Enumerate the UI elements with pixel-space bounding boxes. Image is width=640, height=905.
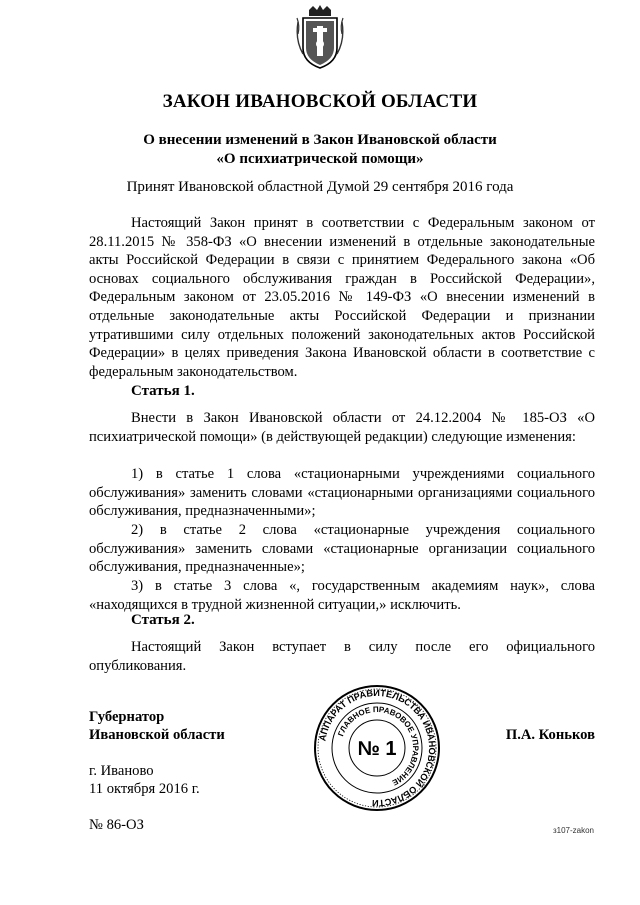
law-number: № 86-ОЗ — [89, 817, 144, 833]
svg-text:ГЛАВНОЕ ПРАВОВОЕ УПРАВЛЕНИЕ: ГЛАВНОЕ ПРАВОВОЕ УПРАВЛЕНИЕ — [336, 704, 421, 788]
signatory-position-line2: Ивановской области — [89, 727, 225, 743]
article-2-text: Настоящий Закон вступает в силу после его официального опубликования. — [89, 639, 595, 674]
svg-text:№ 1: № 1 — [357, 738, 397, 760]
preamble-paragraph: Настоящий Закон принят в соответствии с Федеральным законом от 28.11.2015 № 358-ФЗ «О внесении изменений в отдельные законодательные акты Российской Федерации в связи с принятием Федерального закона «Об основах социального обслуживания граждан в Российской Федерации», Федеральным законом от 23.05.2016 № 149-ФЗ «О внесении изменений в отдельные законодательные акты Российской Федерации и признании утратившими силу отдельных положений законодательных актов Российской Федерации» в целях приведения Закона Ивановской области в соответствие с федеральным законодательством. — [89, 215, 595, 380]
official-seal — [312, 683, 442, 813]
amendment-item-3: 3) в статье 3 слова «, государственным академиям наук», слова «находящихся в трудной жизненной ситуации,» исключить. — [89, 578, 595, 613]
law-subtitle-line2: «О психиатрической помощи» — [216, 151, 424, 167]
article-2-heading: Статья 2. — [131, 612, 195, 628]
article-1-heading: Статья 1. — [131, 383, 195, 399]
signing-date: 11 октября 2016 г. — [89, 781, 200, 797]
law-title: ЗАКОН ИВАНОВСКОЙ ОБЛАСТИ — [162, 91, 478, 112]
adoption-note: Принят Ивановской областной Думой 29 сентября 2016 года — [126, 179, 514, 195]
signatory-name: П.А. Коньков — [505, 727, 595, 743]
law-subtitle-line1: О внесении изменений в Закон Ивановской области — [143, 132, 497, 148]
coat-of-arms-icon — [295, 4, 345, 70]
signing-city: г. Иваново — [89, 763, 154, 779]
file-code: з107-zakon — [552, 826, 594, 835]
article-1-intro: Внести в Закон Ивановской области от 24.12.2004 № 185-ОЗ «О психиатрической помощи» (в действующей редакции) следующие изменения: — [89, 410, 595, 445]
amendment-item-1: 1) в статье 1 слова «стационарными учреждениями социального обслуживания» заменить словами «стационарными организациями социального обслуживания, предназначенными»; — [89, 466, 595, 520]
signatory-position-line1: Губернатор — [89, 709, 165, 725]
svg-text:АППАРАТ ПРАВИТЕЛЬСТВА ИВАНОВСК: АППАРАТ ПРАВИТЕЛЬСТВА ИВАНОВСКОЙ ОБЛАСТИ — [317, 687, 438, 809]
amendment-item-2: 2) в статье 2 слова «стационарные учреждения социального обслуживания» заменить словами «стационарные организации социального обслуживания, предназначенные»; — [89, 522, 595, 576]
